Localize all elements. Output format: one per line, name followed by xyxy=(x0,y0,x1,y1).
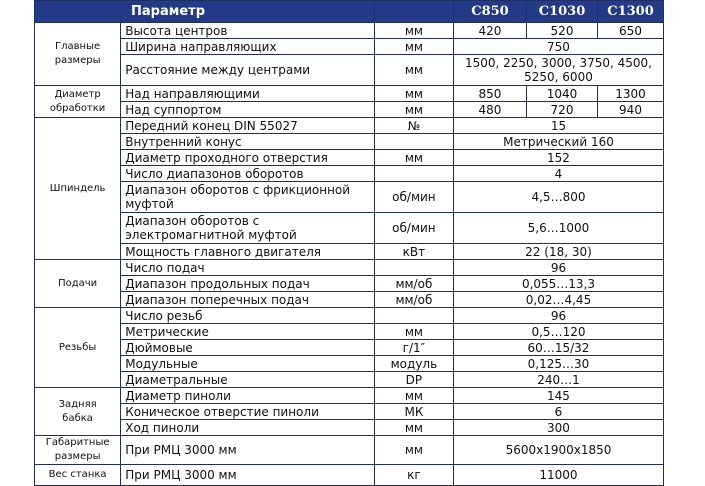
row-unit: мм xyxy=(374,436,453,465)
header-model-c850: C850 xyxy=(453,1,526,23)
table-row xyxy=(35,39,664,55)
table-row xyxy=(35,260,664,276)
row-value: 0,055…13,3 xyxy=(453,276,663,292)
table-row xyxy=(35,356,664,372)
row-name: Число резьб xyxy=(121,308,375,324)
table-row xyxy=(35,340,664,356)
table-row xyxy=(35,372,664,388)
row-name: При РМЦ 3000 мм xyxy=(121,436,375,465)
row-unit: г/1″ xyxy=(374,340,453,356)
table-row xyxy=(35,276,664,292)
row-value: 152 xyxy=(453,150,663,166)
table-row xyxy=(35,182,664,213)
row-value-c1030: 720 xyxy=(527,102,598,118)
row-unit: мм xyxy=(374,150,453,166)
row-value: 5,6…1000 xyxy=(453,213,663,244)
table-row xyxy=(35,292,664,308)
row-value: 22 (18, 30) xyxy=(453,244,663,260)
table-row xyxy=(35,150,664,166)
row-unit: мм xyxy=(374,86,453,102)
row-value: 4,5…800 xyxy=(453,182,663,213)
row-unit: мм xyxy=(374,420,453,436)
table-row xyxy=(35,102,664,118)
row-value-c850: 420 xyxy=(453,23,526,39)
group-feeds: Подачи xyxy=(35,260,121,308)
header-param: Параметр xyxy=(35,1,375,23)
table-row xyxy=(35,420,664,436)
row-name: Диаметр проходного отверстия xyxy=(121,150,375,166)
row-value: 300 xyxy=(453,420,663,436)
row-name: Над суппортом xyxy=(121,102,375,118)
row-unit: мм/об xyxy=(374,276,453,292)
table-row xyxy=(35,166,664,182)
row-value: 240…1 xyxy=(453,372,663,388)
table-row xyxy=(35,465,664,486)
row-name: Коническое отверстие пиноли xyxy=(121,404,375,420)
row-unit: МК xyxy=(374,404,453,420)
row-name: Дюймовые xyxy=(121,340,375,356)
row-name: Число подач xyxy=(121,260,375,276)
row-unit: об/мин xyxy=(374,182,453,213)
row-unit: мм xyxy=(374,23,453,39)
row-name: Передний конец DIN 55027 xyxy=(121,118,375,134)
row-value: Метрический 160 xyxy=(453,134,663,150)
row-unit: мм xyxy=(374,324,453,340)
row-unit xyxy=(374,166,453,182)
row-value: 750 xyxy=(453,39,663,55)
row-unit: об/мин xyxy=(374,213,453,244)
table-row xyxy=(35,213,664,244)
row-unit: кг xyxy=(374,465,453,486)
row-value: 5600x1900x1850 xyxy=(453,436,663,465)
row-unit xyxy=(374,308,453,324)
table-row xyxy=(35,388,664,404)
row-name: Диаметральные xyxy=(121,372,375,388)
group-machine-weight: Вес станка xyxy=(35,465,121,486)
row-name: Диапазон оборотов с фрикционной муфтой xyxy=(121,182,375,213)
row-name: При РМЦ 3000 мм xyxy=(121,465,375,486)
row-unit: мм/об xyxy=(374,292,453,308)
row-value: 6 xyxy=(453,404,663,420)
table-row xyxy=(35,324,664,340)
row-value: 4 xyxy=(453,166,663,182)
row-name: Диапазон оборотов с электромагнитной муфтой xyxy=(121,213,375,244)
row-value: 60…15/32 xyxy=(453,340,663,356)
row-name: Число диапазонов оборотов xyxy=(121,166,375,182)
specs-table xyxy=(34,0,664,486)
table-row xyxy=(35,308,664,324)
row-unit xyxy=(374,260,453,276)
group-threads: Резьбы xyxy=(35,308,121,388)
table-row xyxy=(35,86,664,102)
row-name: Мощность главного двигателя xyxy=(121,244,375,260)
row-name: Диапазон продольных подач xyxy=(121,276,375,292)
row-name: Диаметр пиноли xyxy=(121,388,375,404)
table-row xyxy=(35,404,664,420)
row-value-c850: 850 xyxy=(453,86,526,102)
row-value-c1300: 1300 xyxy=(598,86,664,102)
row-unit: DP xyxy=(374,372,453,388)
header-unit xyxy=(374,1,453,23)
table-row xyxy=(35,244,664,260)
row-name: Ширина направляющих xyxy=(121,39,375,55)
table-row xyxy=(35,118,664,134)
row-name: Расстояние между центрами xyxy=(121,55,375,86)
row-value: 0,02…4,45 xyxy=(453,292,663,308)
row-name: Ход пиноли xyxy=(121,420,375,436)
row-value-c850: 480 xyxy=(453,102,526,118)
row-value-c1030: 520 xyxy=(527,23,598,39)
row-value: 0,5…120 xyxy=(453,324,663,340)
header-model-c1300: C1300 xyxy=(598,1,664,23)
header-model-c1030: C1030 xyxy=(527,1,598,23)
row-value: 11000 xyxy=(453,465,663,486)
row-name: Метрические xyxy=(121,324,375,340)
row-value-c1030: 1040 xyxy=(527,86,598,102)
row-name: Модульные xyxy=(121,356,375,372)
row-value: 15 xyxy=(453,118,663,134)
row-value: 1500, 2250, 3000, 3750, 4500, 5250, 6000 xyxy=(453,55,663,86)
group-overall-dimensions: Габаритные размеры xyxy=(35,436,121,465)
row-unit: кВт xyxy=(374,244,453,260)
group-main-sizes: Главные размеры xyxy=(35,23,121,86)
row-name: Внутренний конус xyxy=(121,134,375,150)
row-unit: № xyxy=(374,118,453,134)
row-value: 145 xyxy=(453,388,663,404)
table-row xyxy=(35,55,664,86)
row-unit: мм xyxy=(374,55,453,86)
group-spindle: Шпиндель xyxy=(35,118,121,260)
row-name: Диапазон поперечных подач xyxy=(121,292,375,308)
row-unit: модуль xyxy=(374,356,453,372)
row-unit: мм xyxy=(374,102,453,118)
row-value: 0,125…30 xyxy=(453,356,663,372)
row-unit xyxy=(374,134,453,150)
row-value: 96 xyxy=(453,260,663,276)
row-unit: мм xyxy=(374,39,453,55)
header-row xyxy=(35,1,664,23)
group-tailstock: Задняя бабка xyxy=(35,388,121,436)
group-machining-diameter: Диаметр обработки xyxy=(35,86,121,118)
row-name: Над направляющими xyxy=(121,86,375,102)
row-value-c1300: 650 xyxy=(598,23,664,39)
table-row xyxy=(35,134,664,150)
row-value-c1300: 940 xyxy=(598,102,664,118)
table-row xyxy=(35,436,664,465)
row-name: Высота центров xyxy=(121,23,375,39)
row-unit: мм xyxy=(374,388,453,404)
table-row xyxy=(35,23,664,39)
row-value: 96 xyxy=(453,308,663,324)
